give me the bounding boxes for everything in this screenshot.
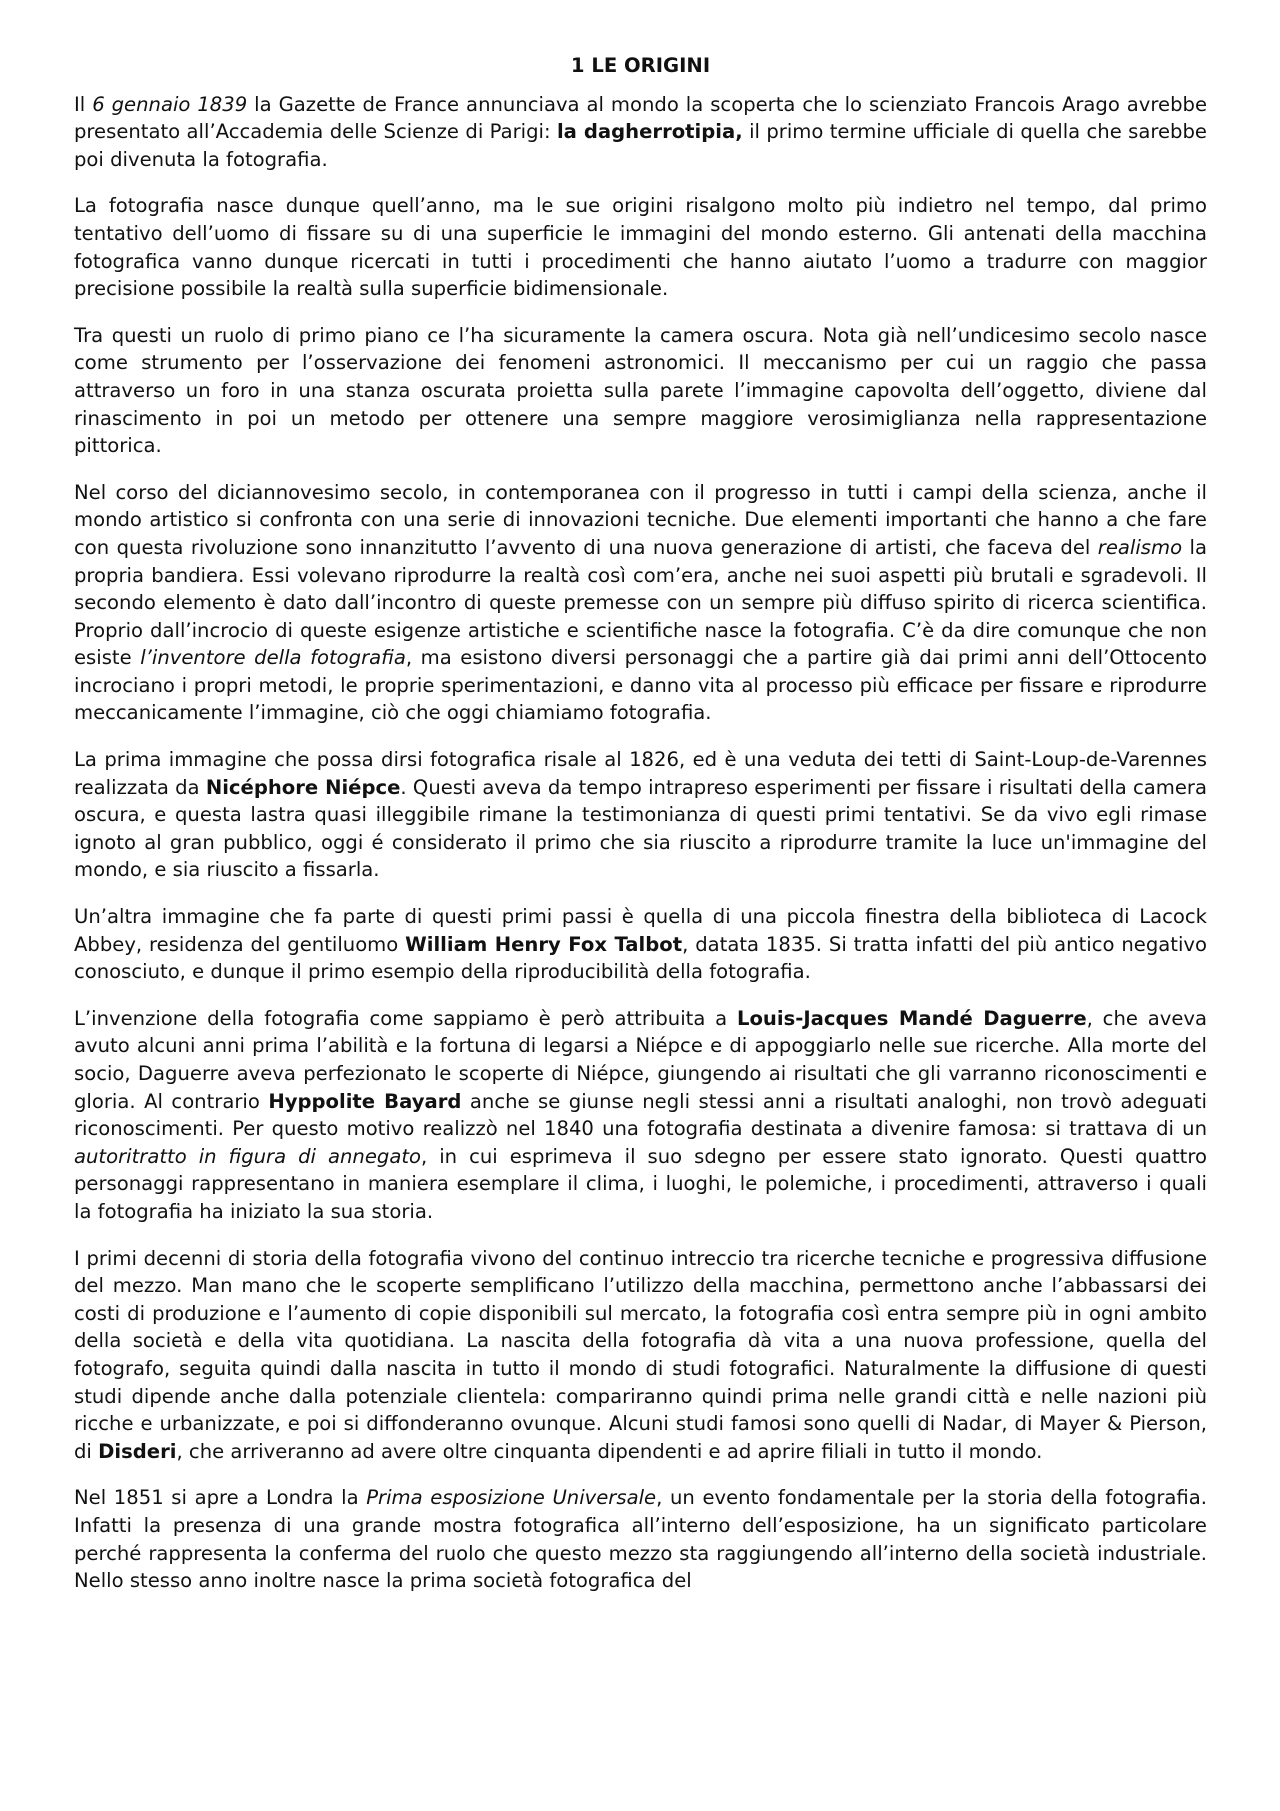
italic-date: 6 gennaio 1839	[92, 92, 248, 116]
text-run: Un’altra immagine che fa parte di questi primi passi è quella di una piccola finestra della biblioteca di Lacock Abbey, residenza del gentiluomo	[74, 905, 1207, 956]
text-run: Tra questi un ruolo di primo piano ce l’ha sicuramente la camera oscura. Nota già nell’undicesimo secolo nasce come strumento per l’osservazione dei fenomeni astronomici. Il meccanismo per cui un raggio che passa attraverso un foro in una stanza oscurata proietta sulla parete l’immagine capovolta dell’oggetto, diviene dal rinascimento in poi un metodo per ottenere una sempre maggiore verosimiglianza nella rappresentazione pittorica.	[74, 323, 1207, 458]
italic-inventore: l’inventore della fotografia	[140, 646, 406, 670]
bold-name-niepce: Nicéphore Niépce	[205, 775, 401, 799]
bold-name-talbot: William Henry Fox Talbot	[405, 932, 683, 956]
italic-realismo: realismo	[1097, 535, 1183, 559]
paragraph-diffusione	[74, 1245, 1207, 1466]
text-run: anche se giunse negli stessi anni a risultati analoghi, non trovò adeguati riconoscimenti. Per questo motivo realizzò nel 1840 una fotografia destinata a divenire famosa: si trattava di un	[74, 1089, 1207, 1141]
paragraph-origini	[74, 192, 1207, 302]
text-run: L’invenzione della fotografia come sappiamo è però attribuita a	[74, 1006, 737, 1030]
text-run: La fotografia nasce dunque quell’anno, ma le sue origini risalgono molto più indietro nel tempo, dal primo tentativo dell’uomo di fissare su di una superficie le immagini del mondo esterno. Gli antenati della macchina fotografica vanno dunque ricercati in tutti i procedimenti che hanno aiutato l’uomo a tradurre con maggior precisione possibile la realtà sulla superficie bidimensionale.	[74, 194, 1207, 301]
paragraph-ottocento	[74, 479, 1207, 727]
text-run: , in cui esprimeva il suo sdegno per essere stato ignorato. Questi quattro personaggi rappresentano in maniera esemplare il clima, i luoghi, le polemiche, i procedimenti, attraverso i quali la fotografia ha iniziato la sua storia.	[74, 1144, 1207, 1223]
bold-name-disderi: Disderi	[98, 1439, 177, 1463]
text-run: . Questi aveva da tempo intrapreso esperimenti per fissare i risultati della camera oscura, e questa lastra quasi illeggibile rimane la testimonianza di questi primi tentativi. Se da vivo egli rimase ignoto al gran pubblico, oggi é considerato il primo che sia riuscito a riprodurre tramite la luce un'immagine del mondo, e sia riuscito a fissarla.	[74, 775, 1207, 882]
text-run: Nel 1851 si apre a Londra la	[74, 1486, 367, 1510]
text-run: , datata 1835. Si tratta infatti del più antico negativo conosciuto, e dunque il primo esempio della riproducibilità della fotografia.	[74, 932, 1207, 984]
italic-esposizione: Prima esposizione Universale	[366, 1486, 657, 1510]
paragraph-esposizione	[74, 1484, 1207, 1594]
text-run: la Gazette de France annunciava al mondo la scoperta che lo scienziato Francois Arago avrebbe presentato all’Accademia delle Scienze di Parigi:	[74, 92, 1208, 144]
text-run: , ma esistono diversi personaggi che a partire già dai primi anni dell’Ottocento incrociano i propri metodi, le proprie sperimentazioni, e danno vita al processo più efficace per fissare e riprodurre meccanicamente l’immagine, ciò che oggi chiamiamo fotografia.	[74, 646, 1207, 725]
text-run: Il	[74, 92, 93, 116]
paragraph-niepce	[74, 746, 1207, 884]
paragraph-talbot	[74, 903, 1207, 986]
text-run: La prima immagine che possa dirsi fotografica risale al 1826, ed è una veduta dei tetti di Saint-Loup-de-Varennes realizzata da	[74, 748, 1207, 799]
paragraph-daguerre	[74, 1005, 1207, 1226]
bold-term-dagherrotipia: la dagherrotipia,	[556, 120, 743, 144]
bold-name-bayard: Hyppolite Bayard	[268, 1089, 462, 1113]
text-run: la propria bandiera. Essi volevano riprodurre la realtà così com’era, anche nei suoi aspetti più brutali e sgradevoli. Il secondo elemento è dato dall’incontro di queste premesse con un sempre più diffuso spirito di ricerca scientifica. Proprio dall’incrocio di queste esigenze artistiche e scientifiche nasce la fotografia. C’è da dire comunque che non esiste	[74, 535, 1207, 670]
text-run: , che aveva avuto alcuni anni prima l’abilità e la fortuna di legarsi a Niépce e di appoggiarlo nelle sue ricerche. Alla morte del socio, Daguerre aveva perfezionato le scoperte di Niépce, giungendo ai risultati che gli varranno riconoscimenti e gloria. Al contrario	[74, 1006, 1207, 1113]
paragraph-camera-oscura	[74, 322, 1207, 460]
text-run: il primo termine ufficiale di quella che sarebbe poi divenuta la fotografia.	[74, 120, 1207, 171]
text-run: I primi decenni di storia della fotografia vivono del continuo intreccio tra ricerche tecniche e progressiva diffusione del mezzo. Man mano che le scoperte semplificano l’utilizzo della macchina, permettono anche l’abbassarsi dei costi di produzione e l’aumento di copie disponibili sul mercato, la fotografia così entra sempre più in ogni ambito della società e della vita quotidiana. La nascita della fotografia dà vita a una nuova professione, quella del fotografo, seguita quindi dalla nascita in tutto il mondo di studi fotografici. Naturalmente la diffusione di questi studi dipende anche dalla potenziale clientela: compariranno quindi prima nelle grandi città e nelle nazioni più ricche e urbanizzate, e poi si diffonderanno ovunque. Alcuni studi famosi sono quelli di Nadar, di Mayer & Pierson, di	[74, 1246, 1207, 1463]
bold-name-daguerre: Louis-Jacques Mandé Daguerre	[736, 1006, 1087, 1030]
section-heading: 1 LE ORIGINI	[570, 54, 711, 77]
text-run: , che arriveranno ad avere oltre cinquanta dipendenti e ad aprire filiali in tutto il mondo.	[176, 1439, 1043, 1463]
italic-autoritratto: autoritratto in figura di annegato	[74, 1144, 422, 1168]
paragraph-dagherrotipia	[74, 91, 1207, 174]
text-run: , un evento fondamentale per la storia della fotografia. Infatti la presenza di una grande mostra fotografica all’interno dell’esposizione, ha un significato particolare perché rappresenta la conferma del ruolo che questo mezzo sta raggiungendo all’interno della società industriale. Nello stesso anno inoltre nasce la prima società fotografica del	[74, 1486, 1207, 1593]
text-run: Nel corso del diciannovesimo secolo, in contemporanea con il progresso in tutti i campi della scienza, anche il mondo artistico si confronta con una serie di innovazioni tecniche. Due elementi importanti che hanno a che fare con questa rivoluzione sono innanzitutto l’avvento di una nuova generazione di artisti, che faceva del	[74, 480, 1207, 559]
document-page	[74, 52, 1207, 1614]
